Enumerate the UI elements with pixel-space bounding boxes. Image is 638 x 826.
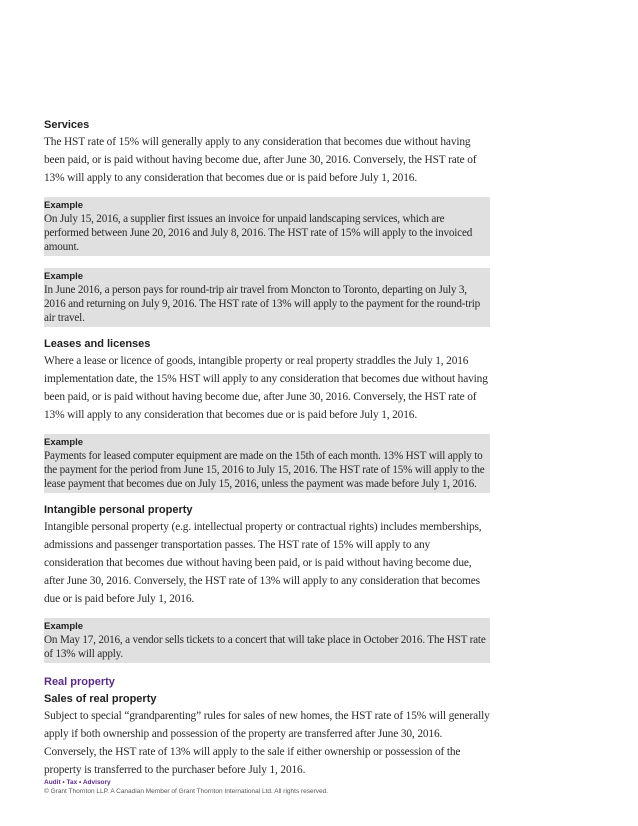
example-text: On July 15, 2016, a supplier first issues an invoice for unpaid landscaping services, which are performed between June 20, 2016 and July 8, 2016. The HST rate of 15% will apply to the invoiced amount. <box>44 213 473 253</box>
leases-heading: Leases and licenses <box>44 338 151 350</box>
example-text: Payments for leased computer equipment are made on the 15th of each month. 13% HST will apply to the payment for the period from June 15, 2016 to July 15, 2016. The HST rate of 15% will apply to the lease payment that becomes due on July 15, 2016, unless the payment was made before July 1, 2016. <box>44 450 485 490</box>
example-text: In June 2016, a person pays for round-trip air travel from Moncton to Toronto, departing on July 3, 2016 and returning on July 9, 2016. The HST rate of 13% will apply to the payment for the round-trip air travel. <box>44 284 481 324</box>
leases-example <box>44 434 490 493</box>
services-example-2 <box>44 268 490 327</box>
sales-real-property-heading: Sales of real property <box>44 693 157 705</box>
real-property-paragraph: Subject to special “grandparenting” rules for sales of new homes, the HST rate of 15% will generally apply if both ownership and possession of the property are transferred after June 30, 2016. Conversely, the HST rate of 13% will apply to the sale if either ownership or possession of the property is transferred to the purchaser before July 1, 2016. <box>44 710 490 776</box>
intangible-heading: Intangible personal property <box>44 504 193 516</box>
example-label: Example <box>44 437 84 448</box>
example-label: Example <box>44 271 84 282</box>
leases-paragraph: Where a lease or licence of goods, intangible property or real property straddles the July 1, 2016 implementation date, the 15% HST will apply to any consideration that becomes due without having been paid, or is paid without having become due, after June 30, 2016. Conversely, the HST rate of 13% will apply to any consideration that becomes due or is paid before July 1, 2016. <box>44 355 488 421</box>
services-paragraph: The HST rate of 15% will generally apply to any consideration that becomes due without having been paid, or is paid without having become due, after June 30, 2016. Conversely, the HST rate of 13% will apply to any consideration that becomes due or is paid before July 1, 2016. <box>44 136 477 184</box>
document-body <box>44 118 490 779</box>
example-text: On May 17, 2016, a vendor sells tickets to a concert that will take place in October 2016. The HST rate of 13% will apply. <box>44 634 486 660</box>
intangible-example <box>44 618 490 663</box>
services-heading: Services <box>44 119 90 131</box>
intangible-paragraph: Intangible personal property (e.g. intellectual property or contractual rights) includes memberships, admissions and passenger transportation passes. The HST rate of 15% will apply to any consideration that becomes due without having been paid, or is paid without having become due, after June 30, 2016. Conversely, the HST rate of 13% will apply to any consideration that becomes due or is paid before July 1, 2016. <box>44 521 482 605</box>
footer-copyright: © Grant Thornton LLP. A Canadian Member of Grant Thornton International Ltd. All rights reserved. <box>44 788 329 795</box>
real-property-heading: Real property <box>44 676 115 688</box>
services-example-1 <box>44 197 490 256</box>
example-label: Example <box>44 200 84 211</box>
footer-tagline: Audit • Tax • Advisory <box>44 779 111 786</box>
example-label: Example <box>44 621 84 632</box>
page-footer <box>44 778 328 796</box>
